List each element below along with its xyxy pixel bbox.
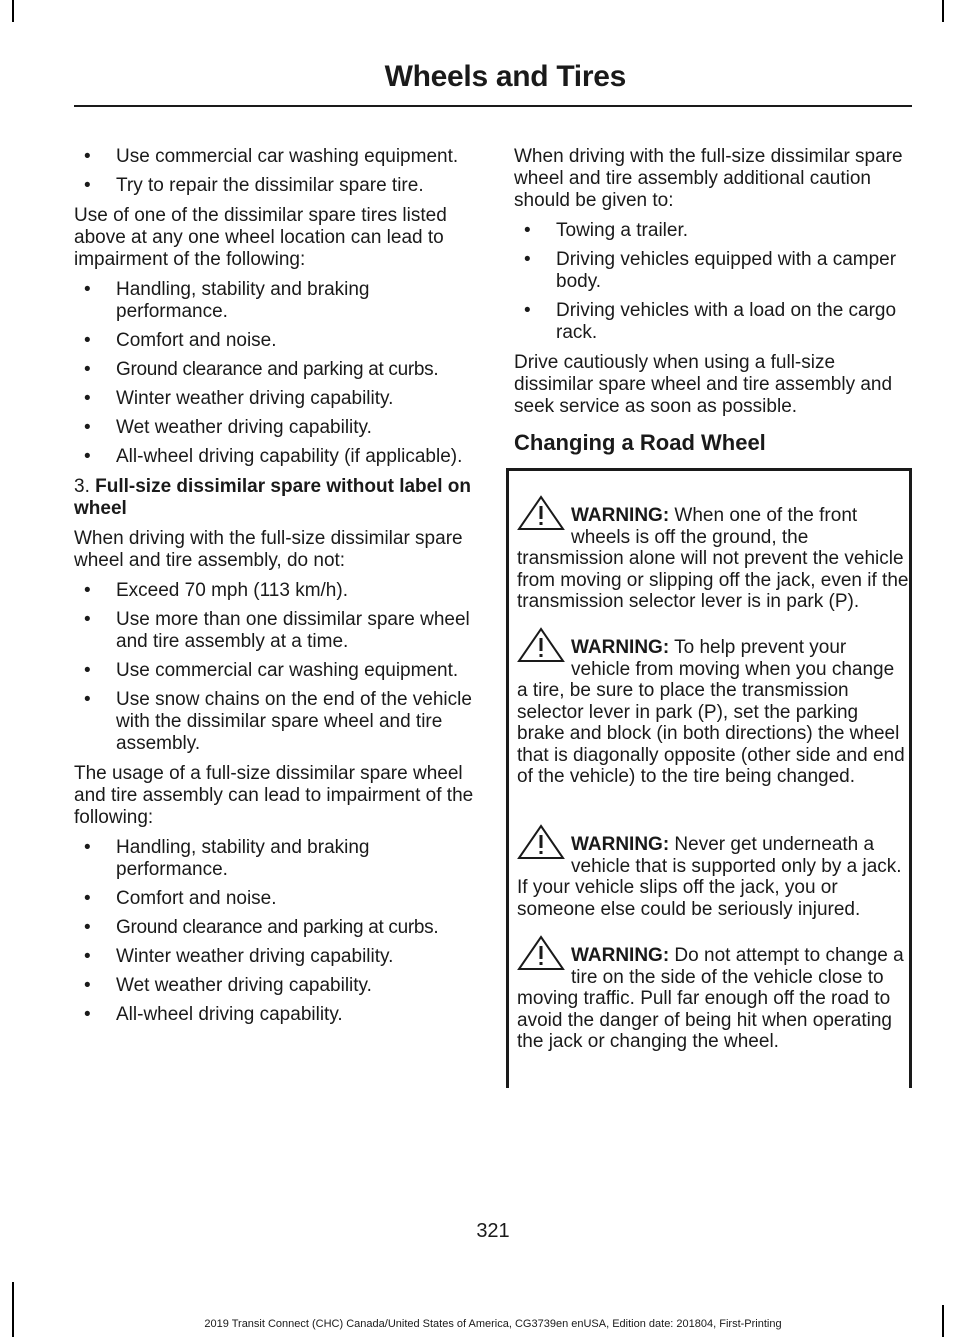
paragraph: When driving with the full-size dissimilar spare wheel and tire assembly, do not: [74,528,463,571]
paragraph: When driving with the full-size dissimilar spare wheel and tire assembly additional caution should be given to: [514,146,903,211]
list-item: • Use snow chains on the end of the vehicle with the dissimilar spare wheel and tire assembly. [74,689,478,755]
list-item: • Exceed 70 mph (113 km/h). [74,580,478,602]
list-item: • All-wheel driving capability (if applicable). [74,446,478,468]
warning-label: WARNING: [571,505,670,526]
bullet-list [74,279,478,468]
warning-4 [517,945,909,1053]
warning-triangle-icon [517,824,565,860]
paragraph: The usage of a full-size dissimilar spare wheel and tire assembly can lead to impairment of the following: [74,763,474,828]
subheading-number: 3. [74,476,90,497]
warning-label: WARNING: [571,637,670,658]
crop-mark-top-right [942,0,944,22]
list-item: • Use commercial car washing equipment. [74,146,478,168]
list-item: • Driving vehicles equipped with a camper body. [514,249,910,293]
section-heading: Changing a Road Wheel [514,430,766,455]
subheading [74,476,478,520]
list-item: • Handling, stability and braking performance. [74,279,478,323]
left-column [74,146,478,1034]
list-item: • Use more than one dissimilar spare wheel and tire assembly at a time. [74,609,478,653]
right-column [514,146,910,470]
list-item: • Driving vehicles with a load on the cargo rack. [514,300,910,344]
crop-mark-top-left [12,0,14,22]
warning-label: WARNING: [571,945,670,966]
list-item: • Try to repair the dissimilar spare tire. [74,175,478,197]
warning-text: To help prevent your vehicle from moving when you change a tire, be sure to place the transmission selector lever in park (P), set the parking brake and block (in both directions) the wheel that is diagonally opposite (other side and end of the vehicle) to the tire being changed. [517,637,905,787]
bullet-list [74,580,478,755]
warning-label: WARNING: [571,834,670,855]
warning-3 [517,834,909,920]
warning-triangle-icon [517,935,565,971]
page-number: 321 [476,1220,510,1242]
warning-text: Never get underneath a vehicle that is supported only by a jack. If your vehicle slips off the jack, you or someone else could be seriously injured. [517,834,902,920]
list-item: • All-wheel driving capability. [74,1004,478,1026]
warning-box [506,468,912,1088]
warning-text: Do not attempt to change a tire on the side of the vehicle close to moving traffic. Pull far enough off the road to avoid the danger of being hit when operating the jack or changing the wheel. [517,945,904,1052]
warning-triangle-icon [517,627,565,663]
list-item: • Winter weather driving capability. [74,946,478,968]
list-item: • Wet weather driving capability. [74,417,478,439]
list-item: • Wet weather driving capability. [74,975,478,997]
warning-text: When one of the front wheels is off the ground, the transmission alone will not prevent the vehicle from moving or slipping off the jack, even if the transmission selector lever is in park (P). [517,505,909,612]
footer-edition-info: 2019 Transit Connect (CHC) Canada/United States of America, CG3739en enUSA, Edition date: 201804, First-Printing [204,1318,782,1330]
list-item: • Towing a trailer. [514,220,910,242]
bullet-list [74,146,478,197]
list-item: • Handling, stability and braking performance. [74,837,478,881]
warning-2 [517,637,909,788]
list-item: • Winter weather driving capability. [74,388,478,410]
list-item: • Use commercial car washing equipment. [74,660,478,682]
paragraph: Drive cautiously when using a full-size dissimilar spare wheel and tire assembly and seek service as soon as possible. [514,352,893,417]
list-item: • Ground clearance and parking at curbs. [74,917,478,939]
header-rule [74,105,912,107]
subheading-text: Full-size dissimilar spare without label on wheel [74,476,471,519]
page-title: Wheels and Tires [384,60,626,93]
list-item: • Comfort and noise. [74,888,478,910]
warning-triangle-icon [517,495,565,531]
bullet-list [74,837,478,1026]
list-item: • Comfort and noise. [74,330,478,352]
list-item: • Ground clearance and parking at curbs. [74,359,478,381]
warning-1 [517,505,909,613]
paragraph: Use of one of the dissimilar spare tires listed above at any one wheel location can lead to impairment of the following: [74,205,447,270]
bullet-list [514,220,910,344]
